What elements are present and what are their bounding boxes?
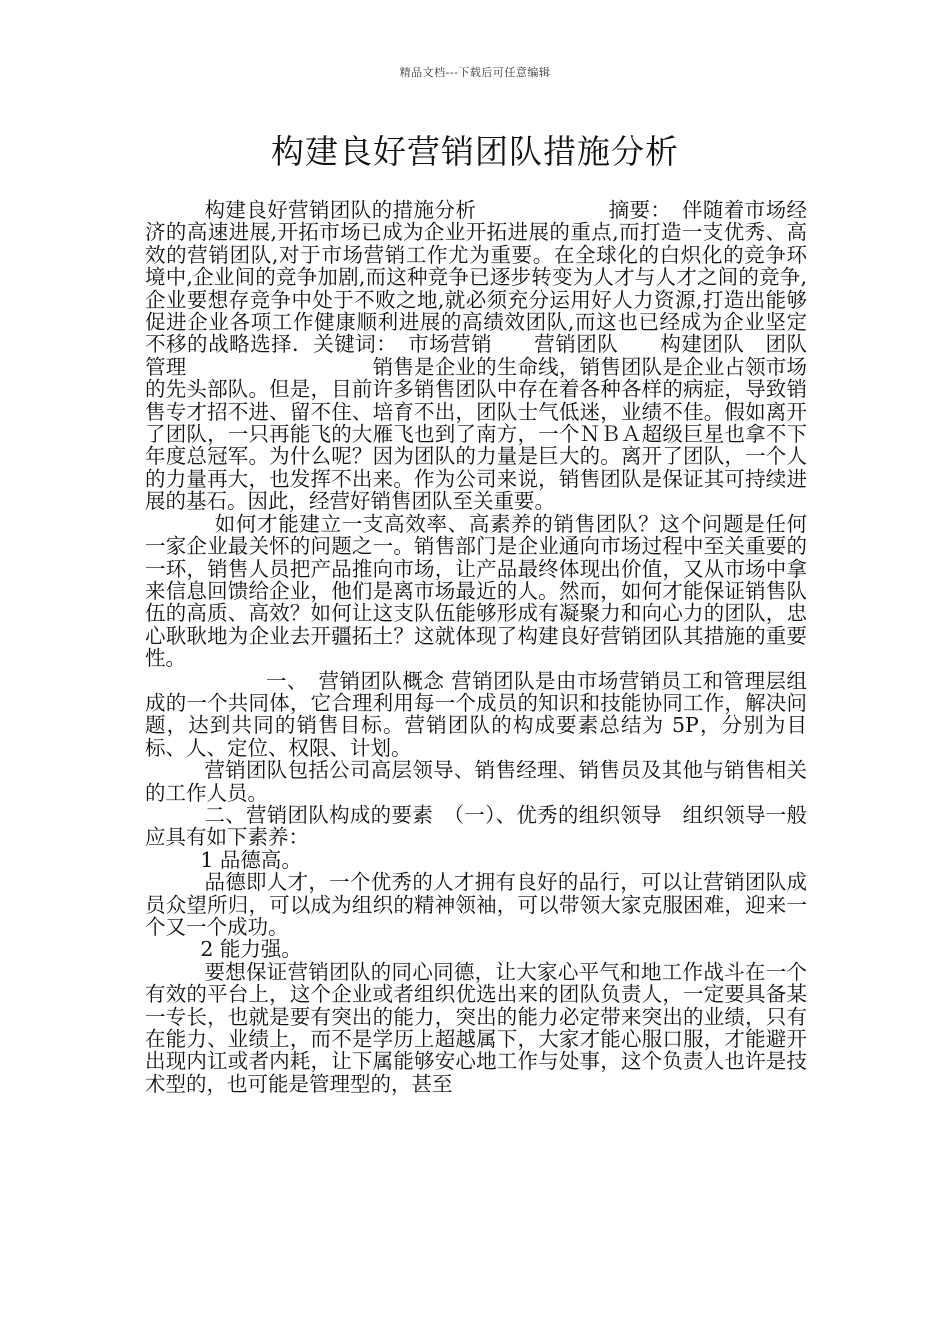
paragraph-abstract: 构建良好营销团队的措施分析 摘要： 伴随着市场经济的高速进展,开拓市场已成为企业开拓进展的重点,而打造一支优秀、高效的营销团队,对于市场营销工作尤为重要。在全球化的白炽化的竞争环境中,企业间的竞争加剧,而这种竞争已逐步转变为人才与人才之间的竞争,企业要想存竞争中处于不败之地,就必须充分运用好人力资源,打造出能够促进企业各项工作健康顺利进展的高绩效团队,而这也已经成为企业坚定不移的战略选择．关键词： 市场营销 营销团队 构建团队 团队管理 销售是企业的生命线，销售团队是企业占领市场的先头部队。但是，目前许多销售团队中存在着各种各样的病症，导致销售专才招不进、留不住、培育不出，团队士气低迷，业绩不佳。假如离开了团队，一只再能飞的大雁飞也到了南方，一个ＮＢＡ超级巨星也拿不下年度总冠军。为什么呢？因为团队的力量是巨大的。离开了团队，一个人的力量再大，也发挥不出来。作为公司来说，销售团队是保证其可持续进展的基石。因此，经营好销售团队至关重要。 [145, 198, 807, 514]
paragraph-team-members: 营销团队包括公司高层领导、销售经理、销售员及其他与销售相关的工作人员。 [145, 758, 807, 805]
header-note: 精品文档---下载后可任意编辑 [399, 66, 551, 79]
document-title: 构建良好营销团队措施分析 [271, 132, 679, 171]
paragraph-morality: 品德即人才，一个优秀的人才拥有良好的品行，可以让营销团队成员众望所归，可以成为组织的精神领袖，可以带领大家克服困难，迎来一个又一个成功。 [145, 870, 807, 939]
document-body [145, 199, 807, 1095]
paragraph-section-one: 一、 营销团队概念 营销团队是由市场营销员工和管理层组成的一个共同体，它合理利用每一个成员的知识和技能协同工作，解决问题，达到共同的销售目标。营销团队的构成要素总结为 5P，分别为目标、人、定位、权限、计划。 [145, 668, 807, 760]
paragraph-ability: 要想保证营销团队的同心同德，让大家心平气和地工作战斗在一个有效的平台上，这个企业或者组织优选出来的团队负责人，一定要具备某一专长，也就是要有突出的能力，突出的能力必定带来突出的业绩，只有在能力、业绩上，而不是学历上超越属下，大家才能心服口服，才能避开出现内讧或者内耗，让下属能够安心地工作与处事，这个负责人也许是技术型的，也可能是管理型的，甚至 [145, 959, 807, 1096]
list-item-morality: 1 品德高。 [200, 847, 302, 872]
paragraph-how-to-build: 如何才能建立一支高效率、高素养的销售团队？这个问题是任何一家企业最关怀的问题之一。销售部门是企业通向市场过程中至关重要的一环，销售人员把产品推向市场，让产品最终体现出价值，又从市场中拿来信息回馈给企业，他们是离市场最近的人。然而，如何才能保证销售队伍的高质、高效？如何让这支队伍能够形成有凝聚力和向心力的团队，忠心耿耿地为企业去开疆拓土？这就体现了构建良好营销团队其措施的重要性。 [145, 511, 807, 671]
paragraph-section-two: 二、营销团队构成的要素 （一）、优秀的组织领导 组织领导一般应具有如下素养： [145, 802, 807, 850]
list-item-ability: 2 能力强。 [200, 937, 302, 962]
